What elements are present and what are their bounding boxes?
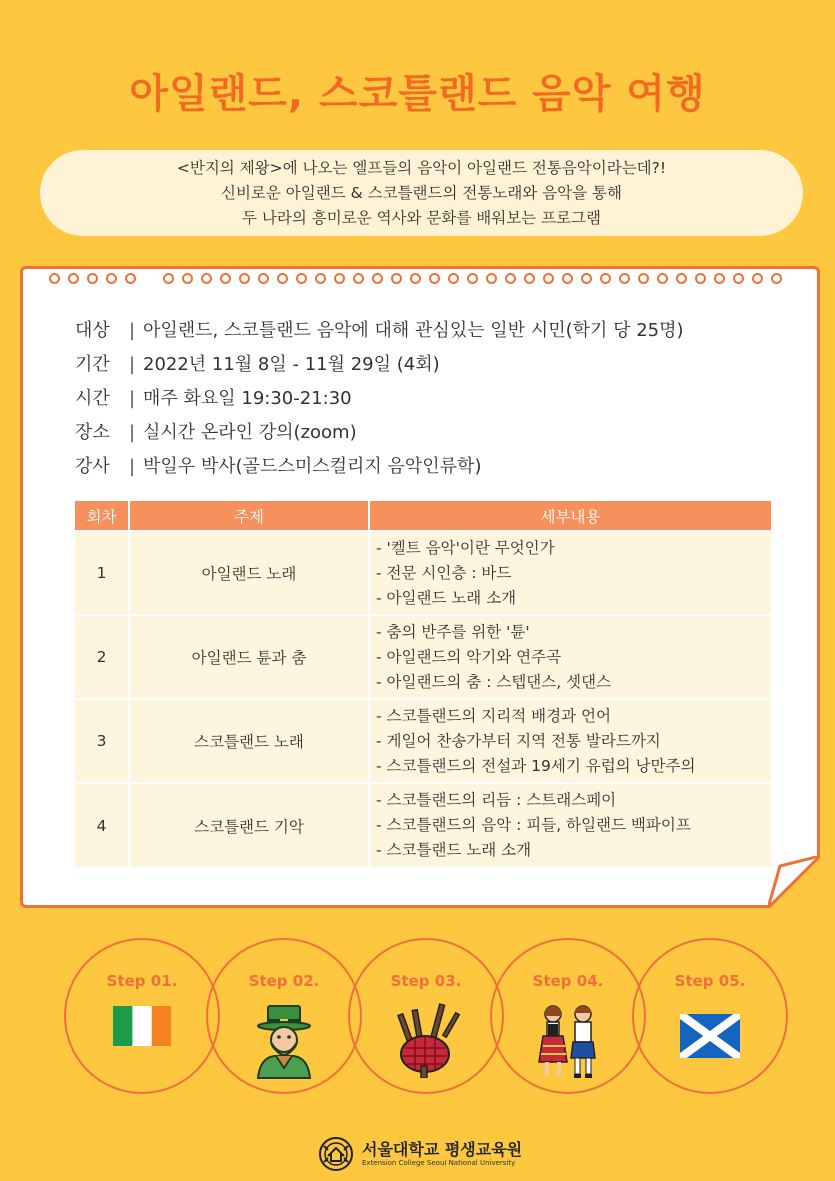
info-row-period (75, 348, 684, 382)
page-curl-icon (768, 856, 820, 908)
info-row-instructor (75, 450, 684, 484)
intro-line-1: <반지의 제왕>에 나오는 엘프들의 음악이 아일랜드 전통음악이라는데?! (176, 158, 667, 177)
info-value: 아일랜드, 스코틀랜드 음악에 대해 관심있는 일반 시민(학기 당 25명) (143, 320, 684, 341)
info-value: 2022년 11월 8일 - 11월 29일 (4회) (143, 354, 440, 375)
ring-icon (315, 273, 326, 284)
notepad-card (20, 266, 820, 908)
ring-icon (391, 273, 402, 284)
spiral-rings (49, 273, 809, 287)
table-row (75, 783, 771, 867)
session-details (369, 531, 771, 615)
table-header-row (75, 501, 771, 531)
info-row-time (75, 382, 684, 416)
schedule-table (75, 501, 771, 867)
info-key: 기간 (75, 354, 110, 375)
session-number: 4 (75, 783, 129, 867)
detail-item: - '켈트 음악'이란 무엇인가 (376, 538, 555, 557)
ring-icon (220, 273, 231, 284)
ring-icon (771, 273, 782, 284)
step-label: Step 02. (248, 972, 320, 990)
ring-icon (448, 273, 459, 284)
step-label: Step 05. (674, 972, 746, 990)
ring-icon (733, 273, 744, 284)
detail-item: - 스코틀랜드의 전설과 19세기 유럽의 낭만주의 (376, 756, 696, 775)
bagpipe-icon (391, 1002, 461, 1078)
info-separator: | (128, 388, 136, 409)
detail-item: - 스코틀랜드의 리듬 : 스트래스페이 (376, 791, 617, 809)
step-label: Step 01. (106, 972, 178, 990)
step-2 (206, 938, 362, 1094)
ring-icon (486, 273, 497, 284)
ring-icon (429, 273, 440, 284)
ring-icon (657, 273, 668, 284)
info-separator: | (128, 320, 136, 341)
detail-item: - 스코틀랜드의 지리적 배경과 언어 (376, 706, 611, 725)
info-key: 강사 (75, 456, 110, 477)
session-details (369, 783, 771, 867)
ring-icon (695, 273, 706, 284)
info-value: 매주 화요일 19:30-21:30 (143, 388, 352, 409)
ring-icon (68, 273, 79, 284)
step-4 (490, 938, 646, 1094)
program-info (75, 314, 684, 484)
detail-item: - 아일랜드 노래 소개 (376, 588, 517, 607)
ring-icon (163, 273, 174, 284)
scotland-flag-icon (680, 1014, 740, 1058)
info-row-place (75, 416, 684, 450)
steps-row (64, 938, 784, 1098)
ring-icon (543, 273, 554, 284)
ring-icon (201, 273, 212, 284)
ring-icon (239, 273, 250, 284)
ring-icon (676, 273, 687, 284)
info-row-target (75, 314, 684, 348)
ring-icon (752, 273, 763, 284)
ring-icon (524, 273, 535, 284)
ring-icon (638, 273, 649, 284)
ring-icon (125, 273, 136, 284)
session-topic: 아일랜드 튠과 춤 (129, 615, 369, 699)
footer-university-name: 서울대학교 평생교육원 (362, 1140, 523, 1159)
step-label: Step 03. (390, 972, 462, 990)
step-3 (348, 938, 504, 1094)
step-label: Step 04. (532, 972, 604, 990)
university-emblem-icon (318, 1136, 354, 1172)
ring-icon (372, 273, 383, 284)
detail-item: - 전문 시인층 : 바드 (376, 563, 512, 582)
detail-item: - 아일랜드의 춤 : 스텝댄스, 셋댄스 (376, 672, 612, 691)
ring-icon (619, 273, 630, 284)
info-separator: | (128, 422, 136, 443)
info-value: 실시간 온라인 강의(zoom) (143, 422, 357, 443)
detail-item: - 게일어 찬송가부터 지역 전통 발라드까지 (376, 731, 661, 750)
table-row (75, 699, 771, 783)
ring-icon (296, 273, 307, 284)
table-row (75, 531, 771, 615)
footer-university-subtitle: Extension College Seoul National University (362, 1159, 516, 1167)
header-session: 회차 (75, 501, 129, 531)
session-details (369, 615, 771, 699)
ring-icon (87, 273, 98, 284)
session-topic: 스코틀랜드 기악 (129, 783, 369, 867)
ring-icon (182, 273, 193, 284)
ring-icon (581, 273, 592, 284)
step-5 (632, 938, 788, 1094)
session-number: 3 (75, 699, 129, 783)
ring-icon (353, 273, 364, 284)
intro-banner (40, 150, 803, 236)
ring-icon (258, 273, 269, 284)
info-key: 장소 (75, 422, 110, 443)
ring-icon (106, 273, 117, 284)
info-key: 대상 (75, 320, 110, 341)
ring-icon (600, 273, 611, 284)
ring-icon (505, 273, 516, 284)
step-1 (64, 938, 220, 1094)
ring-icon (334, 273, 345, 284)
session-topic: 아일랜드 노래 (129, 531, 369, 615)
page-title: 아일랜드, 스코틀랜드 음악 여행 (129, 71, 706, 117)
ring-icon (562, 273, 573, 284)
info-value: 박일우 박사(골드스미스컬리지 음악인류학) (143, 456, 482, 477)
leprechaun-icon (252, 1002, 316, 1080)
intro-line-3: 두 나라의 흥미로운 역사와 문화를 배워보는 프로그램 (242, 208, 601, 227)
info-separator: | (128, 456, 136, 477)
info-key: 시간 (75, 388, 110, 409)
footer-logo (318, 1134, 558, 1174)
header-topic: 주제 (129, 501, 369, 531)
traditional-dancers-icon (535, 1002, 601, 1080)
ring-icon (714, 273, 725, 284)
info-separator: | (128, 354, 136, 375)
intro-line-2: 신비로운 아일랜드 & 스코틀랜드의 전통노래와 음악을 통해 (220, 183, 622, 202)
ring-icon (277, 273, 288, 284)
detail-item: - 스코틀랜드 노래 소개 (376, 841, 532, 859)
detail-item: - 춤의 반주를 위한 '튠' (376, 622, 530, 641)
detail-item: - 스코틀랜드의 음악 : 피들, 하일랜드 백파이프 (376, 816, 691, 834)
ireland-flag-icon (113, 1006, 171, 1046)
table-row (75, 615, 771, 699)
detail-item: - 아일랜드의 악기와 연주곡 (376, 647, 562, 666)
session-topic: 스코틀랜드 노래 (129, 699, 369, 783)
ring-icon (467, 273, 478, 284)
session-details (369, 699, 771, 783)
ring-icon (410, 273, 421, 284)
ring-icon (49, 273, 60, 284)
session-number: 1 (75, 531, 129, 615)
session-number: 2 (75, 615, 129, 699)
header-details: 세부내용 (369, 501, 771, 531)
